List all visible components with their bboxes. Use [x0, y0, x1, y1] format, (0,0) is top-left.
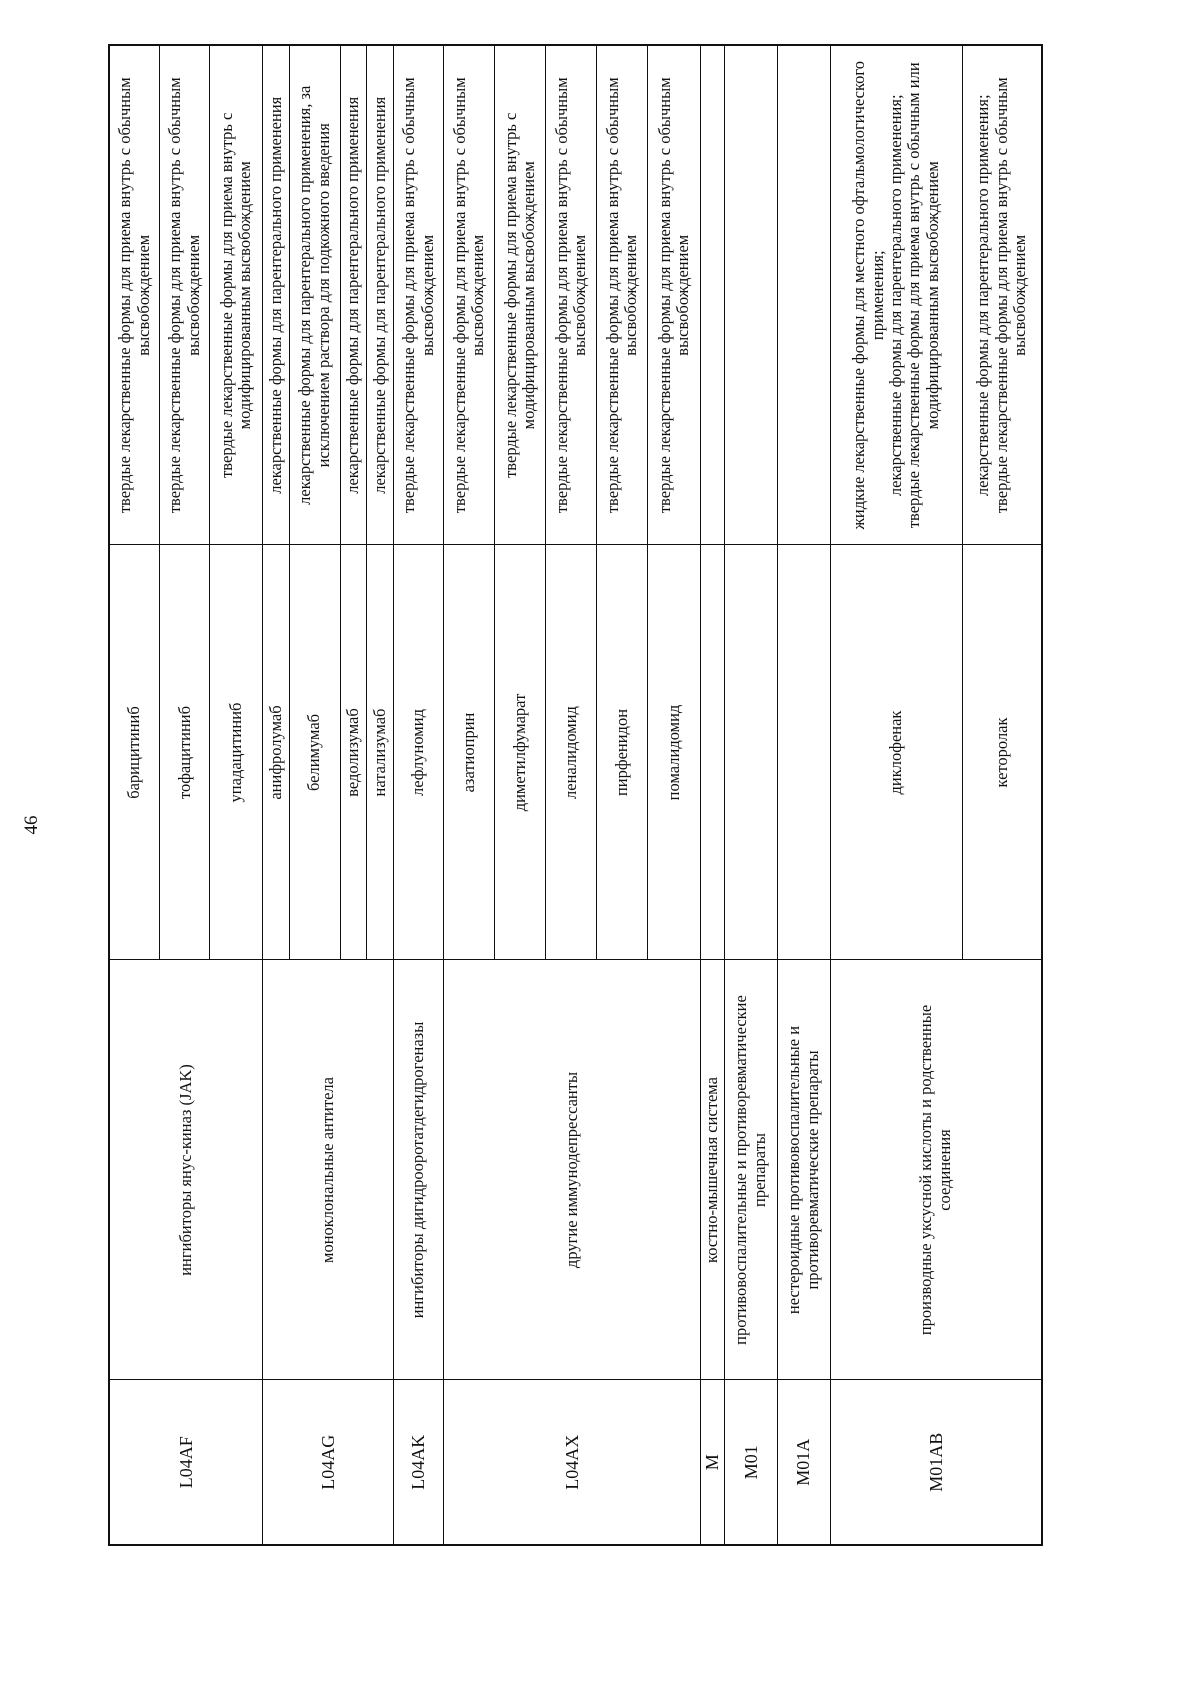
atc-code-cell: L04AF: [109, 1380, 263, 1545]
table-row: [393, 45, 444, 1545]
table-row: [724, 45, 777, 1545]
drug-name-cell: барицитиниб: [109, 545, 160, 960]
group-name-cell: ингибиторы дигидрооротатдегидрогеназы: [393, 960, 444, 1380]
dosage-form-cell: твердые лекарственные формы для приема внутрь с обычным высвобождением: [393, 45, 444, 545]
atc-code-cell: M01A: [777, 1380, 830, 1545]
atc-code-cell: L04AK: [393, 1380, 444, 1545]
dosage-form-cell: [777, 45, 830, 545]
drug-name-cell: леналидомид: [546, 545, 597, 960]
dosage-form-cell: твердые лекарственные формы для приема внутрь с модифицированным высвобождением: [495, 45, 546, 545]
table-row: [777, 45, 830, 1545]
dosage-form-cell: твердые лекарственные формы для приема внутрь с модифицированным высвобождением: [210, 45, 263, 545]
drug-name-cell: [701, 545, 725, 960]
group-name-cell: ингибиторы янус-киназ (JAK): [109, 960, 263, 1380]
dosage-form-cell: твердые лекарственные формы для приема внутрь с обычным высвобождением: [109, 45, 160, 545]
dosage-form-cell: [701, 45, 725, 545]
drug-name-cell: белимумаб: [289, 545, 340, 960]
drug-name-cell: [777, 545, 830, 960]
drug-name-cell: анифролумаб: [263, 545, 289, 960]
table-row: [444, 45, 495, 1545]
group-name-cell: нестероидные противовоспалительные и противоревматические препараты: [777, 960, 830, 1380]
drug-name-cell: натализумаб: [367, 545, 393, 960]
rotated-page-content: [108, 46, 1043, 1546]
drug-name-cell: кеторолак: [962, 545, 1042, 960]
dosage-form-cell: твердые лекарственные формы для приема внутрь с обычным высвобождением: [597, 45, 648, 545]
atc-code-cell: M: [701, 1380, 725, 1545]
group-name-cell: противовоспалительные и противоревматические препараты: [724, 960, 777, 1380]
drug-name-cell: азатиоприн: [444, 545, 495, 960]
dosage-form-cell: твердые лекарственные формы для приема внутрь с обычным высвобождением: [546, 45, 597, 545]
atc-code-cell: M01AB: [830, 1380, 1042, 1545]
dosage-form-cell: лекарственные формы для парентерального применения, за исключением раствора для подкожного введения: [289, 45, 340, 545]
dosage-form-cell: лекарственные формы для парентерального применения: [340, 45, 366, 545]
dosage-form-cell: лекарственные формы для парентерального применения; твердые лекарственные формы для приема внутрь с обычным высвобождением: [962, 45, 1042, 545]
dosage-form-cell: [724, 45, 777, 545]
drug-name-cell: упадацитиниб: [210, 545, 263, 960]
drug-name-cell: пирфенидон: [597, 545, 648, 960]
page-number: 46: [21, 815, 42, 835]
dosage-form-cell: лекарственные формы для парентерального применения: [263, 45, 289, 545]
group-name-cell: производные уксусной кислоты и родственные соединения: [830, 960, 1042, 1380]
group-name-cell: другие иммунодепрессанты: [444, 960, 701, 1380]
atc-code-cell: L04AG: [263, 1380, 393, 1545]
drug-name-cell: диметилфумарат: [495, 545, 546, 960]
atc-code-cell: L04AX: [444, 1380, 701, 1545]
dosage-form-cell: твердые лекарственные формы для приема внутрь с обычным высвобождением: [444, 45, 495, 545]
table-row: [263, 45, 289, 1545]
drug-list-table: [108, 44, 1043, 1546]
drug-name-cell: ведолизумаб: [340, 545, 366, 960]
table-row: [830, 45, 962, 1545]
dosage-form-cell: жидкие лекарственные формы для местного офтальмологического применения; лекарственные формы для парентерального применения; твердые лекарственные формы для приема внутрь с обычным или модифицированным высвобождением: [830, 45, 962, 545]
atc-code-cell: M01: [724, 1380, 777, 1545]
group-name-cell: моноклональные антитела: [263, 960, 393, 1380]
group-name-cell: костно-мышечная система: [701, 960, 725, 1380]
drug-name-cell: тофацитиниб: [160, 545, 210, 960]
drug-name-cell: помалидомид: [648, 545, 701, 960]
drug-name-cell: лефлуномид: [393, 545, 444, 960]
dosage-form-cell: лекарственные формы для парентерального применения: [367, 45, 393, 545]
table-row: [701, 45, 725, 1545]
dosage-form-cell: твердые лекарственные формы для приема внутрь с обычным высвобождением: [648, 45, 701, 545]
drug-name-cell: [724, 545, 777, 960]
dosage-form-cell: твердые лекарственные формы для приема внутрь с обычным высвобождением: [160, 45, 210, 545]
drug-name-cell: диклофенак: [830, 545, 962, 960]
table-row: [109, 45, 160, 1545]
